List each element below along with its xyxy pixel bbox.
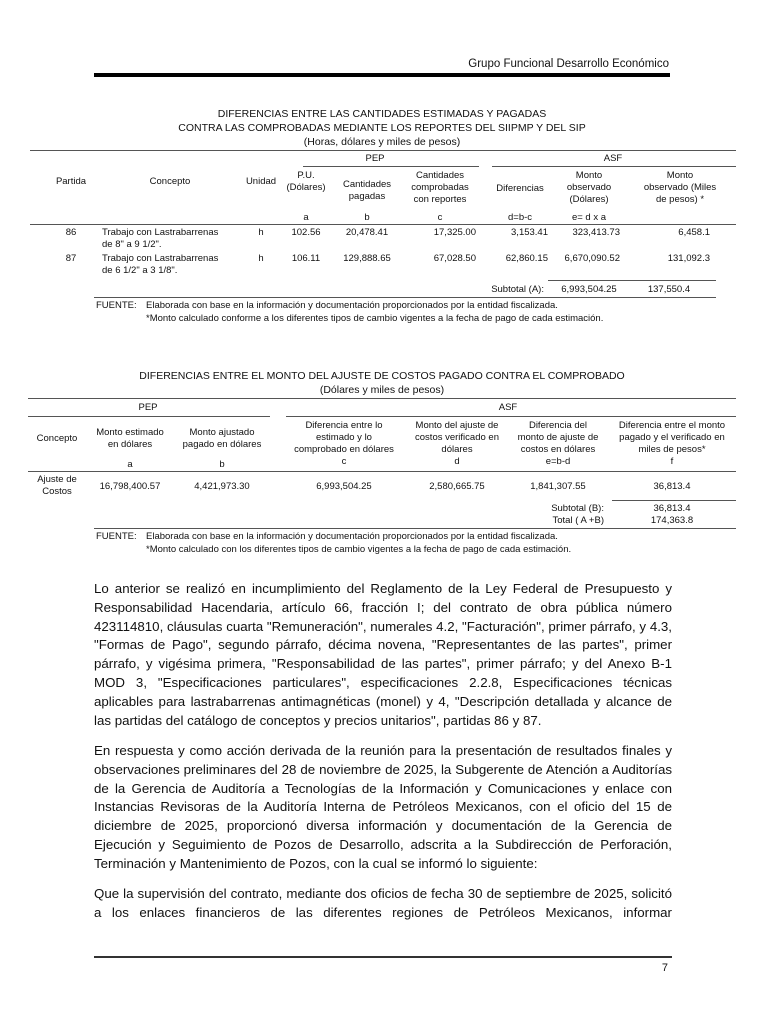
asf-rule bbox=[286, 416, 736, 417]
subtotal-rule bbox=[612, 500, 736, 501]
key-f: f bbox=[670, 456, 674, 467]
table-1-header-rule bbox=[30, 224, 736, 225]
key-e: e=b-d bbox=[545, 456, 571, 467]
table-1-note: *Monto calculado conforme a los diferentes tipos de cambio vigentes a la fecha de pago de cada estimación. bbox=[146, 313, 604, 324]
col-monto-mxn: Monto observado (Miles de pesos) * bbox=[643, 170, 717, 205]
footer-rule bbox=[94, 956, 672, 958]
col-pagadas: Cantidades pagadas bbox=[342, 179, 392, 202]
table-2-note: *Monto calculado con los diferentes tipos de cambio vigentes a la fecha de pago de cada estimación. bbox=[146, 544, 572, 555]
col-unidad: Unidad bbox=[245, 176, 277, 187]
col-a: Monto estimado en dólares bbox=[96, 427, 164, 450]
group-pep: PEP bbox=[365, 153, 385, 164]
key-d: d=b-c bbox=[507, 212, 533, 223]
col-partida: Partida bbox=[55, 176, 87, 187]
col-concepto: Concepto bbox=[149, 176, 191, 187]
table-1-fuente-text: Elaborada con base en la información y documentación proporcionados por la entidad fiscalizada. bbox=[146, 300, 558, 311]
key-a: a bbox=[127, 459, 133, 470]
table-1-fuente-label: FUENTE: bbox=[96, 300, 137, 311]
col-comprobadas: Cantidades comprobadas con reportes bbox=[411, 170, 469, 205]
table-2-title-line-1: DIFERENCIAS ENTRE EL MONTO DEL AJUSTE DE COSTOS PAGADO CONTRA EL COMPROBADO bbox=[139, 370, 625, 382]
col-b: Monto ajustado pagado en dólares bbox=[182, 427, 262, 450]
col-monto-usd: Monto observado (Dólares) bbox=[566, 170, 612, 205]
col-c: Diferencia entre lo estimado y lo comprobado en dólares bbox=[294, 420, 394, 455]
total-label: Total ( A +B) bbox=[552, 515, 604, 526]
group-pep: PEP bbox=[138, 402, 158, 413]
col-diferencias: Diferencias bbox=[496, 183, 544, 194]
group-asf: ASF bbox=[603, 153, 623, 164]
table-1-title-line-1: DIFERENCIAS ENTRE LAS CANTIDADES ESTIMADAS Y PAGADAS bbox=[217, 108, 547, 120]
header-rule bbox=[94, 73, 670, 77]
subtotal-rule bbox=[548, 280, 716, 281]
subtotal-a-mxn: 137,550.4 bbox=[647, 284, 691, 295]
paragraph-2: En respuesta y como acción derivada de la reunión para la presentación de resultados finales y observaciones preliminares del 28 de noviembre de 2025, la Subgerente de Atención a Auditorías de la Gerencia de Auditoría a Tecnologías de la Información y Comunicaciones y enlace con Instancias Revisoras de la Auditoría Interna de Petróleos Mexicanos, con el oficio del 15 de diciembre de 2025, proporcionó diversa información y documentación de la Gerencia de Ejecución y Seguimiento de Pozos de Desarrollo, adscrita a la Subdirección de Perforación, Terminación y Mantenimiento de Pozos, con la cual se informó lo siguiente: bbox=[94, 743, 672, 871]
table-2-fuente-label: FUENTE: bbox=[96, 531, 137, 542]
page-number: 7 bbox=[661, 962, 668, 974]
key-e: e= d x a bbox=[571, 212, 607, 223]
table-1-top-rule bbox=[30, 150, 736, 151]
table-2-top-rule bbox=[28, 398, 736, 399]
subtotal-a-usd: 6,993,504.25 bbox=[561, 284, 617, 295]
subtotal-b-value: 36,813.4 bbox=[653, 503, 691, 514]
table-1-bottom-rule bbox=[94, 297, 716, 298]
pep-rule bbox=[303, 166, 479, 167]
subtotal-b-label: Subtotal (B): bbox=[551, 503, 604, 514]
key-c: c bbox=[341, 456, 347, 467]
paragraph-1: Lo anterior se realizó en incumplimiento del Reglamento de la Ley Federal de Presupuesto y Responsabilidad Hacendaria, artículo 66, fracción I; del contrato de obra pública número 423114810, cláusulas cuarta "Remuneración", numerales 4.2, "Facturación", primer párrafo, y 4.3, "Formas de Pago", segundo párrafo, décima novena, "Representantes de las partes", primer párrafo, y vigésima primera, "Responsabilidad de las partes", primer párrafo; y del Anexo B-1 MOD 3, "Especificaciones particulares", especificaciones 2.2.8, Especificaciones técnicas aplicables para lastrabarrenas antimagnéticas (monel) y 4, "Descripción detallada y alcance de las partidas del catálogo de conceptos y precios unitarios", partidas 86 y 87. bbox=[94, 581, 672, 728]
col-concepto: Concepto bbox=[36, 433, 78, 444]
table-2-fuente-text: Elaborada con base en la información y documentación proporcionados por la entidad fiscalizada. bbox=[146, 531, 558, 542]
table-2-title-line-2: (Dólares y miles de pesos) bbox=[319, 384, 445, 396]
table-1-title-line-3: (Horas, dólares y miles de pesos) bbox=[303, 136, 461, 148]
key-c: c bbox=[437, 212, 443, 223]
table-2-header-rule bbox=[28, 471, 736, 472]
key-d: d bbox=[454, 456, 460, 467]
key-a: a bbox=[303, 212, 309, 223]
table-1-title-line-2: CONTRA LAS COMPROBADAS MEDIANTE LOS REPORTES DEL SIIPMP Y DEL SIP bbox=[178, 122, 586, 134]
group-asf: ASF bbox=[498, 402, 518, 413]
pep-rule bbox=[28, 416, 270, 417]
running-header: Grupo Funcional Desarrollo Económico bbox=[468, 58, 669, 70]
key-b: b bbox=[219, 459, 225, 470]
total-value: 174,363.8 bbox=[650, 515, 694, 526]
table-2-bottom-rule bbox=[94, 528, 736, 529]
col-pu: P.U. (Dólares) bbox=[286, 170, 326, 193]
subtotal-a-label: Subtotal (A): bbox=[491, 284, 544, 295]
key-b: b bbox=[364, 212, 370, 223]
col-d: Monto del ajuste de costos verificado en dólares bbox=[415, 420, 499, 455]
col-f: Diferencia entre el monto pagado y el verificado en miles de pesos* bbox=[618, 420, 726, 455]
paragraph-3: Que la supervisión del contrato, mediante dos oficios de fecha 30 de septiembre de 2025, solicitó a los enlaces financieros de las diferentes regiones de Petróleos Mexicanos, informar bbox=[94, 886, 672, 920]
asf-rule bbox=[492, 166, 736, 167]
col-e: Diferencia del monto de ajuste de costos en dólares bbox=[517, 420, 599, 455]
